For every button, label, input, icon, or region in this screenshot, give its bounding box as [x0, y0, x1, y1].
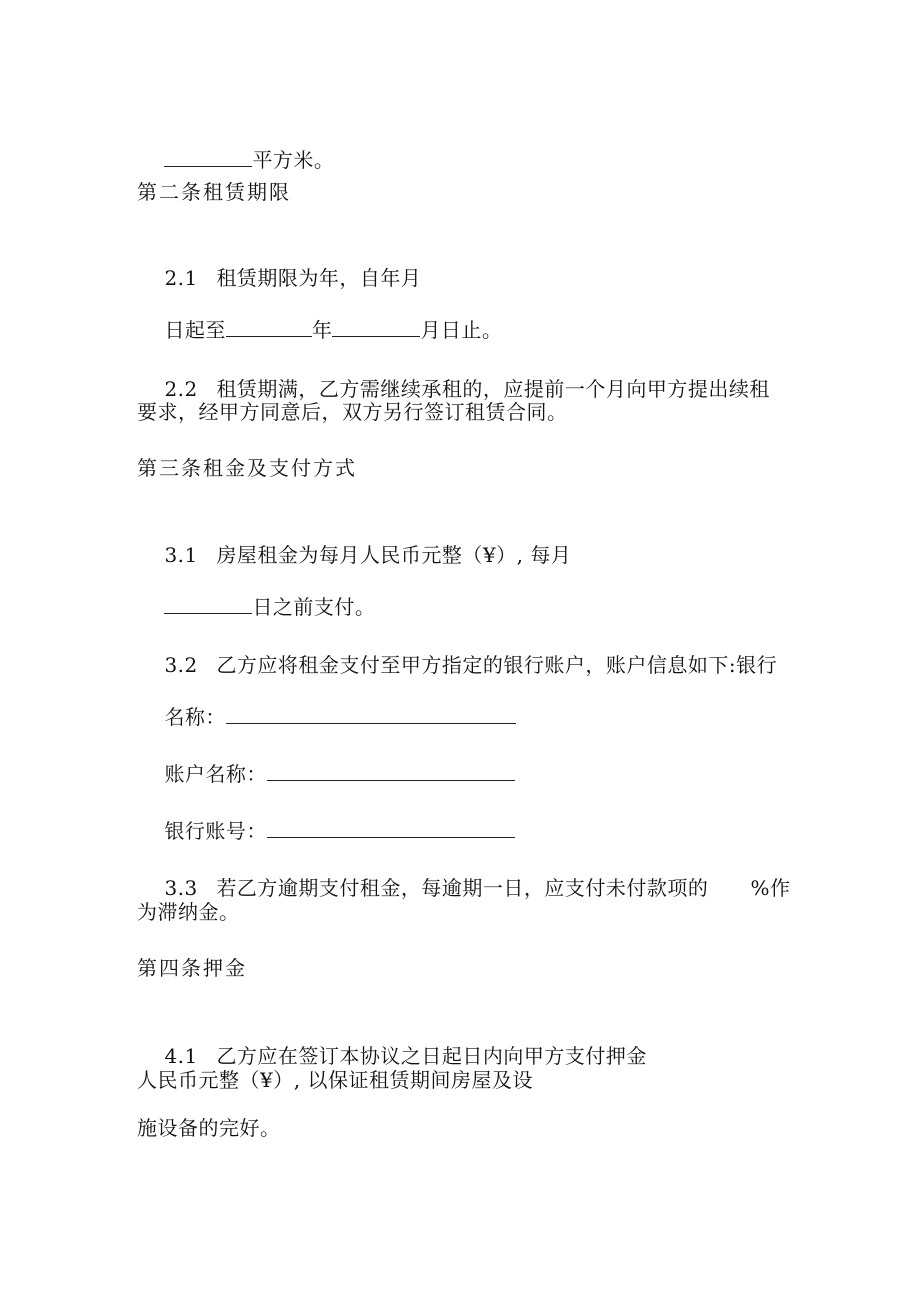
account-number-blank: [267, 817, 515, 838]
article-3-heading: 第三条租金及支付方式: [137, 456, 357, 480]
account-name-label: 账户名称：: [164, 762, 267, 786]
clause-2-2-cont: 要求，经甲方同意后，双方另行签订租赁合同。: [137, 400, 568, 424]
clause-number: 2.1: [164, 266, 198, 290]
clause-number: 2.2: [164, 377, 198, 401]
clause-number: 3.1: [164, 543, 198, 567]
clause-3-3-cont: 为滞纳金。: [137, 900, 240, 924]
area-blank: [164, 146, 252, 167]
year-blank: [226, 316, 312, 337]
clause-text: 房屋租金为每月人民币元整（¥）, 每月: [216, 543, 572, 567]
account-name-blank: [267, 760, 515, 781]
clause-4-1-cont: 人民币元整（¥）, 以保证租赁期间房屋及设: [137, 1068, 533, 1092]
clause-text: 乙方应在签订本协议之日起日内向甲方支付押金: [216, 1044, 647, 1068]
clause-text: 乙方应将租金支付至甲方指定的银行账户，账户信息如下:银行: [216, 653, 778, 677]
area-unit: 平方米。: [252, 148, 335, 172]
clause-number: 3.2: [164, 653, 198, 677]
clause-text: 租赁期满，乙方需继续承租的，应提前一个月向甲方提出续租: [216, 377, 770, 401]
clause-text: %作: [750, 876, 791, 900]
clause-number: 3.3: [164, 876, 198, 900]
clause-text: 日之前支付。: [252, 595, 376, 619]
clause-text: 若乙方逾期支付租金，每逾期一日，应支付未付款项的: [216, 876, 709, 900]
clause-text: 租赁期限为年，自年月: [216, 266, 422, 290]
clause-text: 年: [311, 318, 333, 342]
clause-text: 月日止。: [420, 318, 503, 342]
clause-number: 4.1: [164, 1044, 198, 1068]
bank-name-blank: [226, 703, 516, 724]
clause-4-1-cont2: 施设备的完好。: [137, 1116, 281, 1140]
bank-name-label: 名称：: [164, 705, 226, 729]
article-4-heading: 第四条押金: [137, 956, 247, 980]
day-blank: [164, 593, 252, 614]
article-2-heading: 第二条租赁期限: [137, 180, 291, 204]
clause-text: 日起至: [164, 318, 226, 342]
month-blank: [332, 316, 420, 337]
account-number-label: 银行账号：: [164, 819, 267, 843]
